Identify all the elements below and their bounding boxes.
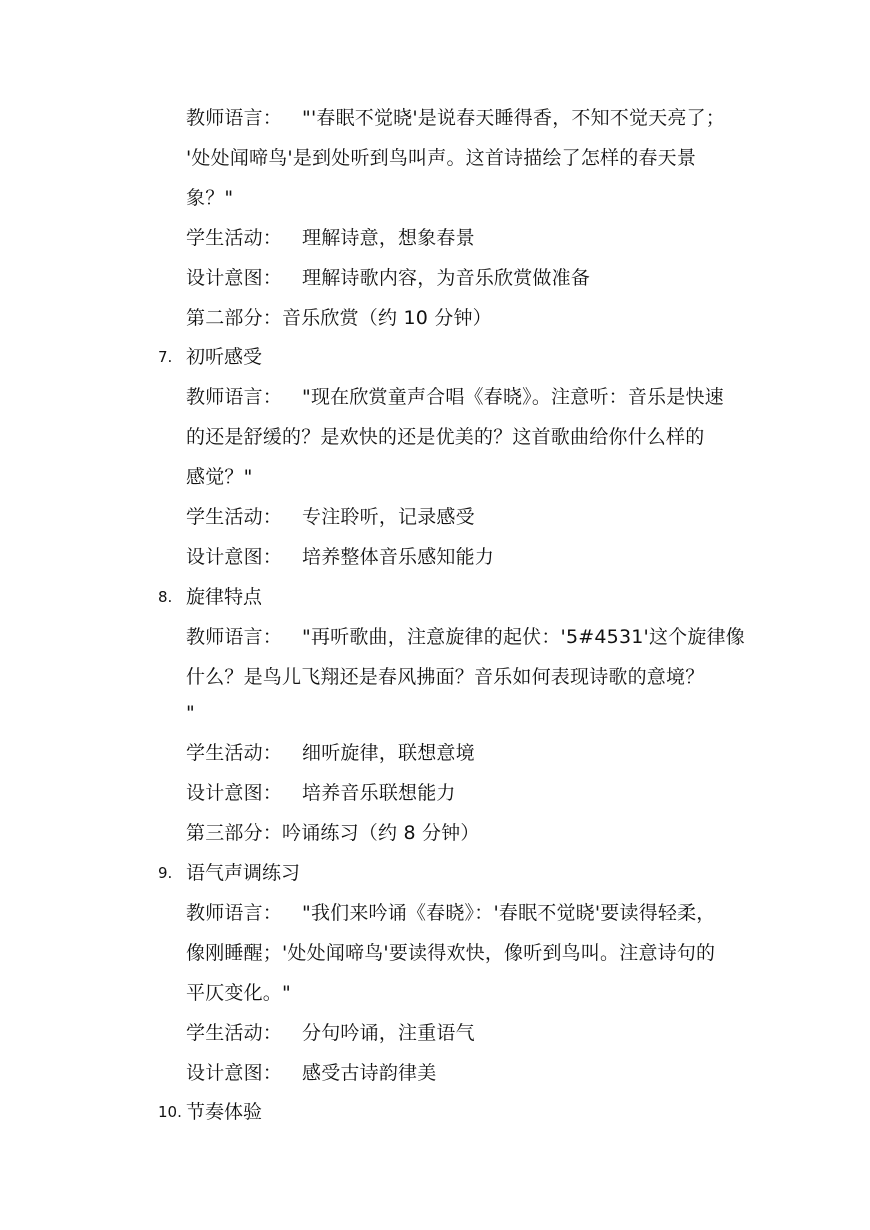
student-text: 分句吟诵，注重语气: [302, 1022, 475, 1044]
item9-student-line: [186, 1019, 475, 1047]
item8-title: 旋律特点: [186, 586, 263, 608]
part3-heading: 第三部分：吟诵练习（约 8 分钟）: [186, 822, 480, 844]
intro-student-line: [186, 224, 475, 252]
teacher-text: "再听歌曲，注意旋律的起伏：'5#4531'这个旋律像: [302, 626, 745, 648]
student-label: 学生活动：: [186, 742, 283, 764]
item8-teacher-line-3: ": [186, 702, 195, 724]
teacher-text: "'春眠不觉晓'是说春天睡得香，不知不觉天亮了；: [302, 107, 726, 129]
item9-teacher-line-2: 像刚睡醒；'处处闻啼鸟'要读得欢快，像听到鸟叫。注意诗句的: [186, 942, 716, 964]
item9-teacher-line-3: 平仄变化。": [186, 982, 291, 1004]
teacher-label: 教师语言：: [186, 386, 283, 408]
student-label: 学生活动：: [186, 506, 283, 528]
item9-number: 9.: [158, 864, 173, 882]
teacher-label: 教师语言：: [186, 902, 283, 924]
intro-teacher-line-2: '处处闻啼鸟'是到处听到鸟叫声。这首诗描绘了怎样的春天景: [186, 147, 697, 169]
item7-student-line: [186, 503, 475, 531]
teacher-text: "现在欣赏童声合唱《春晓》。注意听：音乐是快速: [302, 386, 724, 408]
intro-design-line: [186, 264, 590, 292]
design-label: 设计意图：: [186, 267, 283, 289]
item7-title: 初听感受: [186, 346, 263, 368]
student-text: 专注聆听，记录感受: [302, 506, 475, 528]
student-text: 细听旋律，联想意境: [302, 742, 475, 764]
item8-student-line: [186, 739, 475, 767]
design-label: 设计意图：: [186, 782, 283, 804]
design-text: 理解诗歌内容，为音乐欣赏做准备: [302, 267, 591, 289]
item7-teacher-line-1: [186, 383, 724, 411]
item7-teacher-line-2: 的还是舒缓的？是欢快的还是优美的？这首歌曲给你什么样的: [186, 426, 705, 448]
item10-title: 节奏体验: [186, 1101, 263, 1123]
design-label: 设计意图：: [186, 546, 283, 568]
design-label: 设计意图：: [186, 1062, 283, 1084]
design-text: 培养音乐联想能力: [302, 782, 456, 804]
part2-heading: 第二部分：音乐欣赏（约 10 分钟）: [186, 307, 492, 329]
student-text: 理解诗意，想象春景: [302, 227, 475, 249]
teacher-label: 教师语言：: [186, 626, 283, 648]
design-text: 感受古诗韵律美: [302, 1062, 437, 1084]
item8-number: 8.: [158, 588, 173, 606]
teacher-label: 教师语言：: [186, 107, 283, 129]
student-label: 学生活动：: [186, 1022, 283, 1044]
item10-number: 10.: [158, 1103, 182, 1121]
item9-title: 语气声调练习: [186, 862, 301, 884]
student-label: 学生活动：: [186, 227, 283, 249]
intro-teacher-line-3: 象？": [186, 187, 234, 209]
item8-design-line: [186, 779, 456, 807]
intro-teacher-line-1: [186, 104, 725, 132]
design-text: 培养整体音乐感知能力: [302, 546, 495, 568]
item9-design-line: [186, 1059, 436, 1087]
item7-teacher-line-3: 感觉？": [186, 466, 253, 488]
teacher-text: "我们来吟诵《春晓》：'春眠不觉晓'要读得轻柔，: [302, 902, 716, 924]
item9-teacher-line-1: [186, 899, 716, 927]
item8-teacher-line-2: 什么？是鸟儿飞翔还是春风拂面？音乐如何表现诗歌的意境？: [186, 666, 705, 688]
item7-design-line: [186, 543, 494, 571]
item7-number: 7.: [158, 348, 173, 366]
item8-teacher-line-1: [186, 623, 745, 651]
